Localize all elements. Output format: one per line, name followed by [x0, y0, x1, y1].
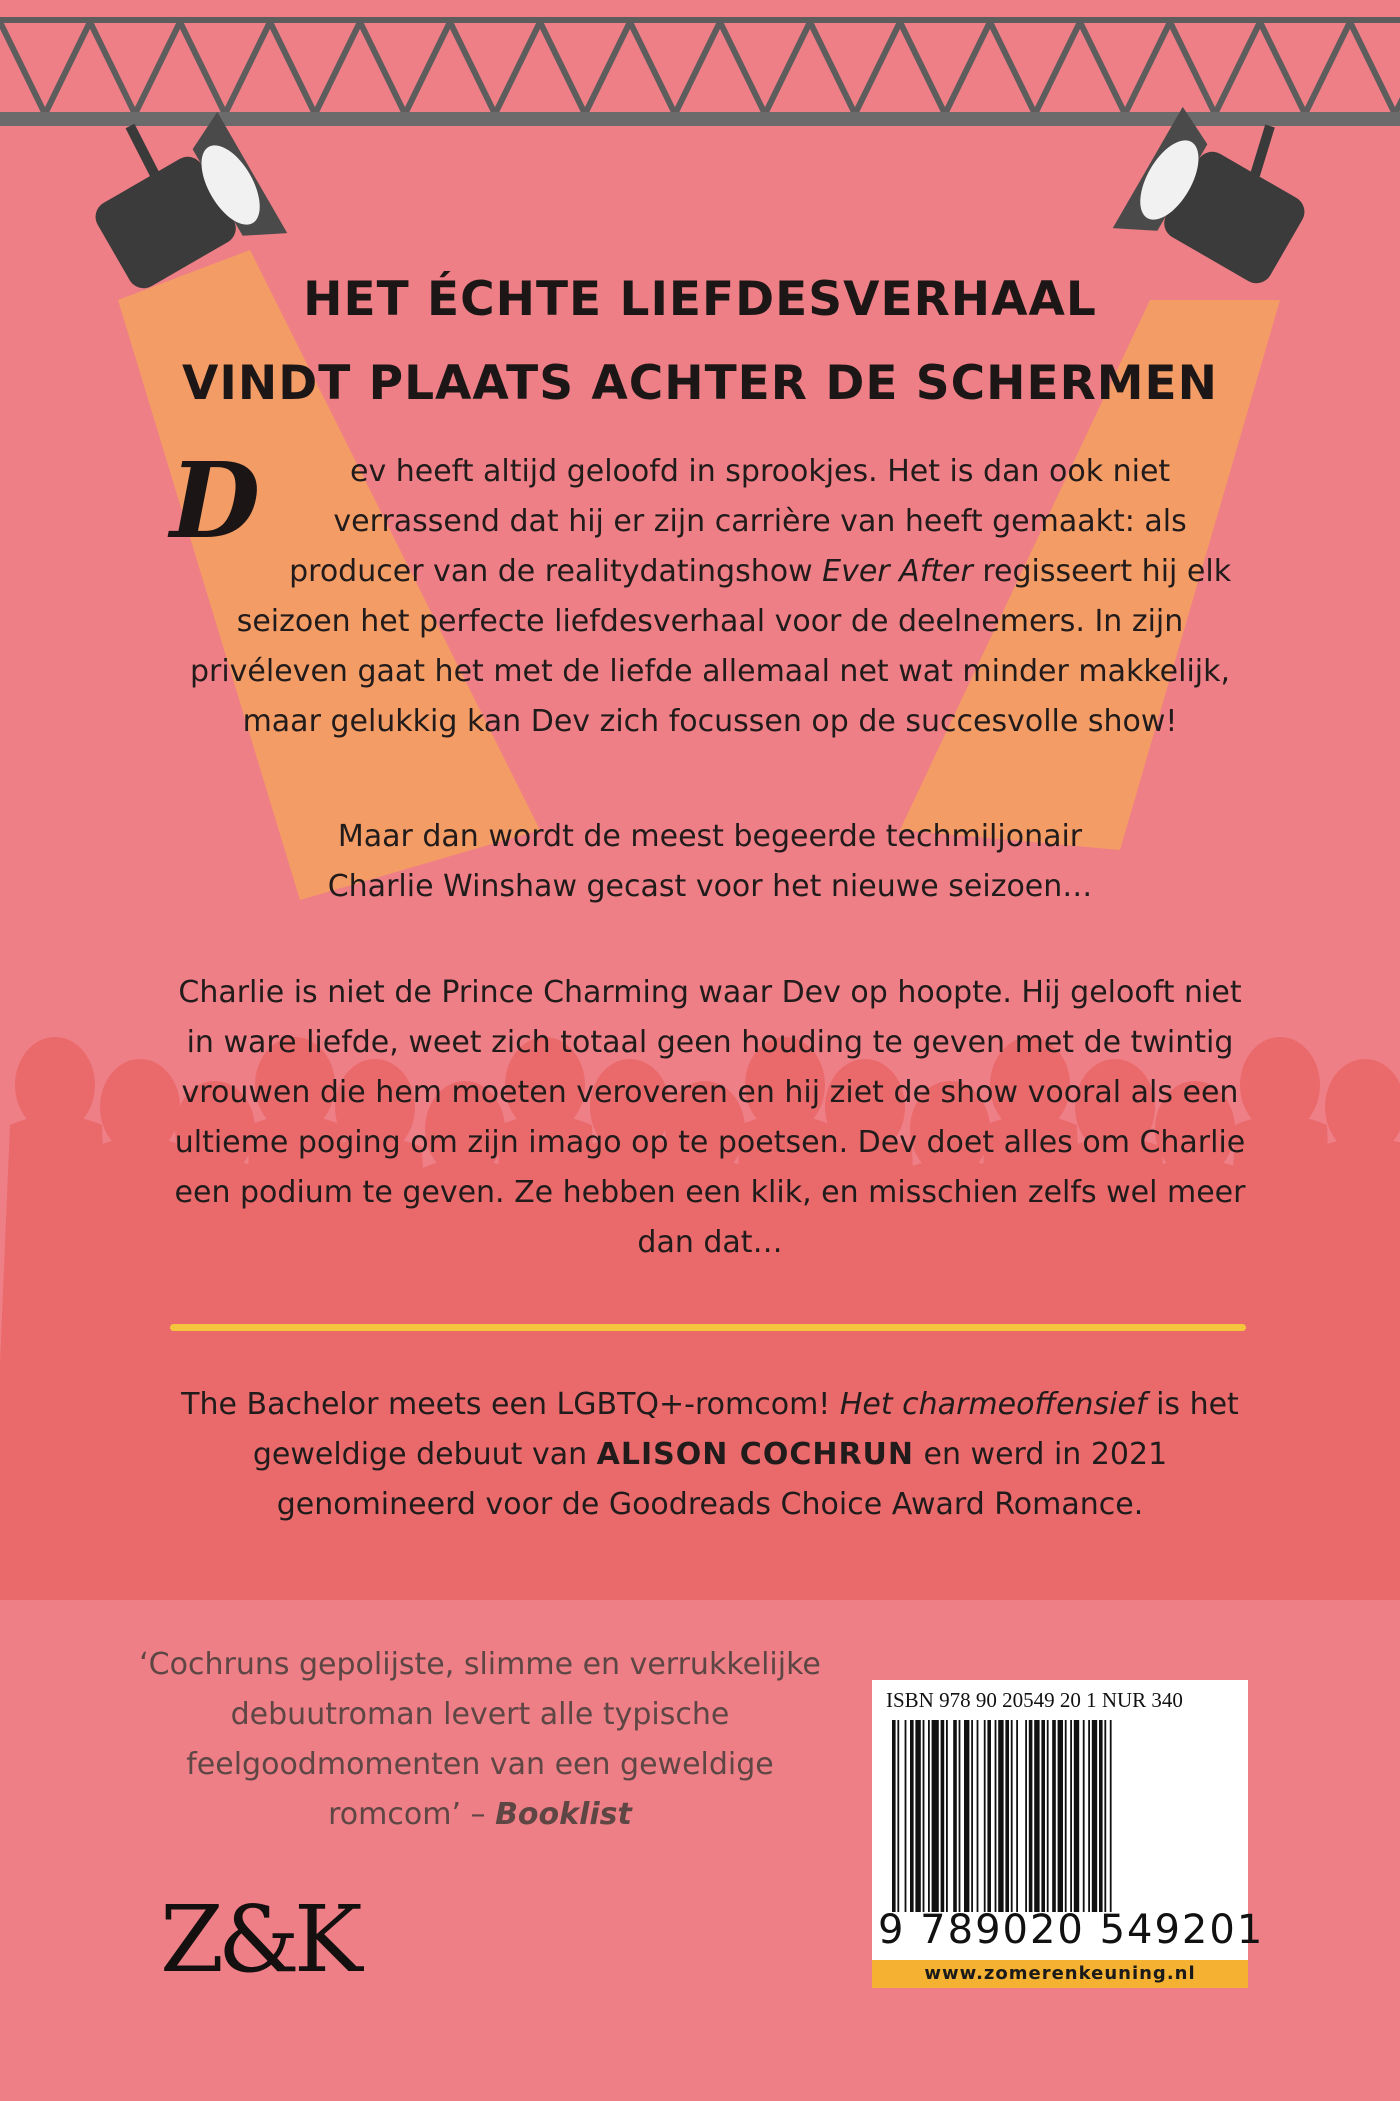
teaser-line-2: Charlie Winshaw gecast voor het nieuwe seizoen… — [327, 869, 1093, 904]
blurb-text-1: The Bachelor meets een LGBTQ+-romcom! — [181, 1387, 840, 1422]
quote-text: ‘Cochruns gepolijste, slimme en verrukkelijke debuutroman levert alle typische feelgoodmomenten van een geweldige romcom’ – — [139, 1647, 821, 1832]
divider-line — [170, 1324, 1246, 1331]
intro-text-2: regisseert hij elk seizoen het perfecte liefdesverhaal voor de deelnemers. In zijn privéleven gaat het met de liefde allemaal net wat minder makkelijk, maar gelukkig kan Dev zich focussen op de succesvolle show! — [189, 554, 1232, 739]
isbn-line: ISBN 978 90 20549 20 1 NUR 340 — [886, 1688, 1183, 1712]
barcode-bars — [886, 1720, 1234, 1912]
publisher-website: www.zomerenkeuning.nl — [872, 1960, 1248, 1988]
headline-line-1: HET ÉCHTE LIEFDESVERHAAL — [303, 272, 1097, 327]
lighting-truss — [0, 20, 1400, 118]
blurb-text-3: en werd in 2021 genomineerd voor de Goodreads Choice Award Romance. — [276, 1437, 1168, 1522]
headline-line-2: VINDT PLAATS ACHTER DE SCHERMEN — [182, 356, 1218, 411]
intro-text-1: ev heeft altijd geloofd in sprookjes. Het is dan ook niet verrassend dat hij er zijn carrière van heeft gemaakt: als producer van de realitydatingshow — [289, 454, 1187, 589]
paragraph-teaser — [170, 812, 1250, 912]
book-title: Het charmeoffensief — [839, 1387, 1147, 1422]
paragraph-charlie: Charlie is niet de Prince Charming waar Dev op hoopte. Hij gelooft niet in ware liefde, weet zich totaal geen houding te geven met de twintig vrouwen die hem moeten veroveren en hij ziet de show vooral als een ultieme poging om zijn imago op te poetsen. Dev doet alles om Charlie een podium te geven. Ze hebben een klik, en misschien zelfs wel meer dan dat… — [174, 975, 1246, 1260]
teaser-line-1: Maar dan wordt de meest begeerde techmiljonair — [337, 819, 1083, 854]
drop-cap: D — [170, 439, 261, 562]
barcode-label — [872, 1680, 1265, 1988]
blurb-paragraph — [170, 1380, 1250, 1530]
author-name: ALISON COCHRUN — [596, 1437, 915, 1472]
quote-source: Booklist — [495, 1797, 632, 1832]
blurb-text-2: is het geweldige debuut van — [252, 1387, 1239, 1472]
show-title: Ever After — [822, 554, 973, 589]
intro-paragraph — [170, 439, 1250, 747]
barcode-number: 9 789020 549201 — [878, 1907, 1265, 1953]
publisher-logo: Z&K — [160, 1886, 357, 1993]
review-quote — [130, 1640, 830, 1840]
headline — [0, 258, 1400, 426]
